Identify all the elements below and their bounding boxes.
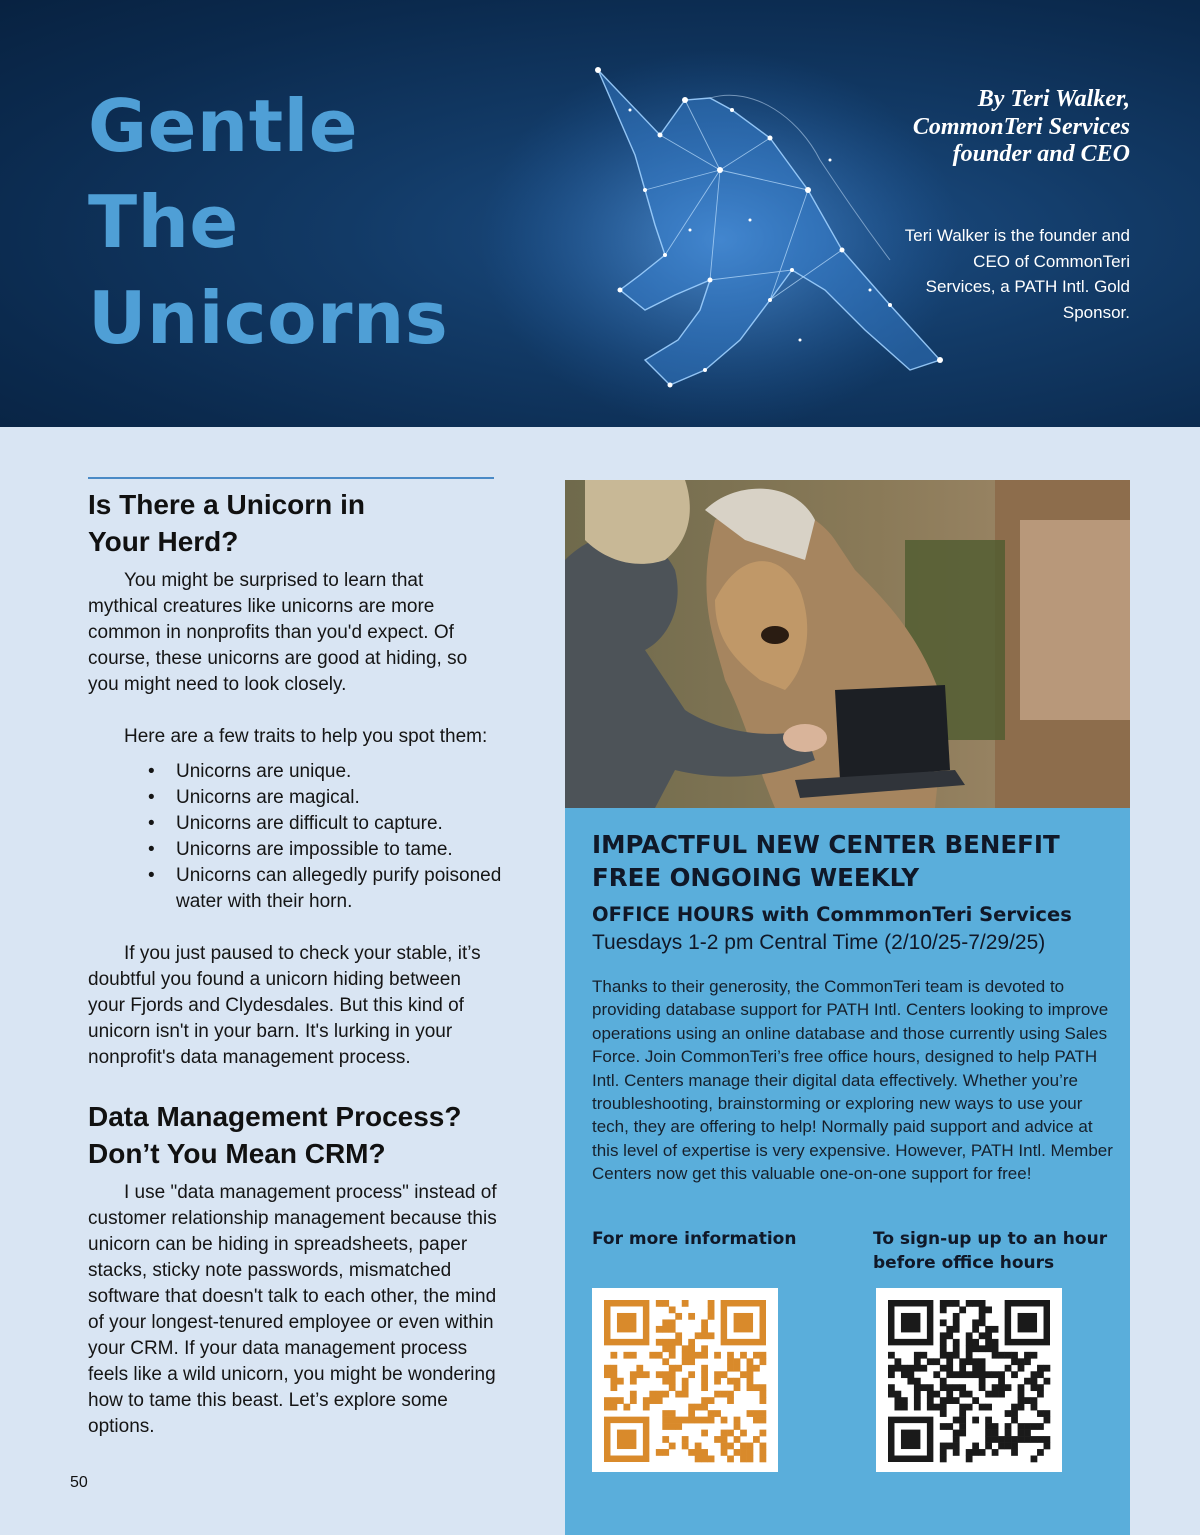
list-item: • Unicorns are difficult to capture. bbox=[148, 811, 508, 837]
title-line: The bbox=[88, 180, 239, 264]
info-label: For more information bbox=[592, 1229, 797, 1249]
page-number: 50 bbox=[70, 1474, 88, 1491]
promo-body-text: Thanks to their generosity, the CommonTeri team is devoted to providing database support for PATH Intl. Centers looking to improve operations using an online database and those currently using Sales Force. Join CommonTeri’s free office hours, designed to help PATH Intl. Centers manage their digital data effectively. Whether you’re troubleshooting, brainstorming or exploring new ways to use your tech, they are offering to help! Normally paid support and advice at this level of expertise is very expensive. However, PATH Intl. Member Centers now get this valuable one-on-one support for free! bbox=[592, 977, 1113, 1184]
title-line: Unicorns bbox=[88, 276, 449, 360]
section-divider bbox=[88, 477, 494, 479]
promo-subheading: OFFICE HOURS with CommmonTeri Services bbox=[592, 903, 1072, 926]
hero-banner bbox=[0, 0, 1200, 427]
qr-code-more-info[interactable] bbox=[592, 1288, 778, 1472]
data-management-paragraph: I use "data management process" instead of customer relationship management because this unicorn can be hiding in spreadsheets, paper stacks, sticky note passwords, mismatched software that doesn't talk to each other, the mind of your longest-tenured employee or even within your CRM. If your data management process feels like a wild unicorn, you might be wondering how to tame this beast. Let’s explore some options. bbox=[88, 1182, 497, 1437]
stable-paragraph: If you just paused to check your stable, it’s doubtful you found a unicorn hiding between your Fjords and Clydesdales. But this kind of unicorn isn't in your barn. It's lurking in your nonprofit's data management process. bbox=[88, 943, 481, 1068]
heading-line: Is There a Unicorn in bbox=[88, 489, 365, 520]
promo-schedule: Tuesdays 1-2 pm Central Time (2/10/25-7/29/25) bbox=[592, 931, 1046, 954]
photo-illustration bbox=[565, 480, 1130, 808]
author-bio: Teri Walker is the founder and CEO of CommonTeri Services, a PATH Intl. Gold Sponsor. bbox=[904, 226, 1130, 322]
list-item: • Unicorns are unique. bbox=[148, 759, 508, 785]
heading-line: Your Herd? bbox=[88, 526, 239, 557]
list-item: • Unicorns can allegedly purify poisoned water with their horn. bbox=[148, 863, 508, 915]
signup-label: To sign-up up to an hour before office hours bbox=[873, 1229, 1108, 1273]
heading-line: IMPACTFUL NEW CENTER BENEFIT bbox=[592, 830, 1060, 859]
heading-line: FREE ONGOING WEEKLY bbox=[592, 863, 920, 892]
section-heading-unicorn-herd bbox=[88, 486, 365, 560]
qr-code-icon bbox=[592, 1288, 778, 1472]
promo-heading bbox=[592, 828, 1060, 894]
photo-woman-horse-laptop bbox=[565, 480, 1130, 808]
article-title bbox=[88, 78, 448, 366]
office-hours-promo-box bbox=[565, 808, 1130, 1535]
author-byline: By Teri Walker, CommonTeri Services founder and CEO bbox=[912, 86, 1130, 167]
traits-list bbox=[148, 759, 508, 915]
heading-line: Data Management Process? bbox=[88, 1101, 462, 1132]
intro-paragraph: You might be surprised to learn that mythical creatures like unicorns are more common in nonprofits than you'd expect. Of course, these unicorns are good at hiding, so you might need to look closely. bbox=[88, 570, 468, 695]
traits-intro: Here are a few traits to help you spot them: bbox=[124, 726, 488, 747]
title-line: Gentle bbox=[88, 84, 359, 168]
qr-code-signup[interactable] bbox=[876, 1288, 1062, 1472]
list-item: • Unicorns are impossible to tame. bbox=[148, 837, 508, 863]
section-heading-data-management bbox=[88, 1098, 461, 1172]
heading-line: Don’t You Mean CRM? bbox=[88, 1138, 386, 1169]
list-item: • Unicorns are magical. bbox=[148, 785, 508, 811]
qr-code-icon bbox=[876, 1288, 1062, 1472]
